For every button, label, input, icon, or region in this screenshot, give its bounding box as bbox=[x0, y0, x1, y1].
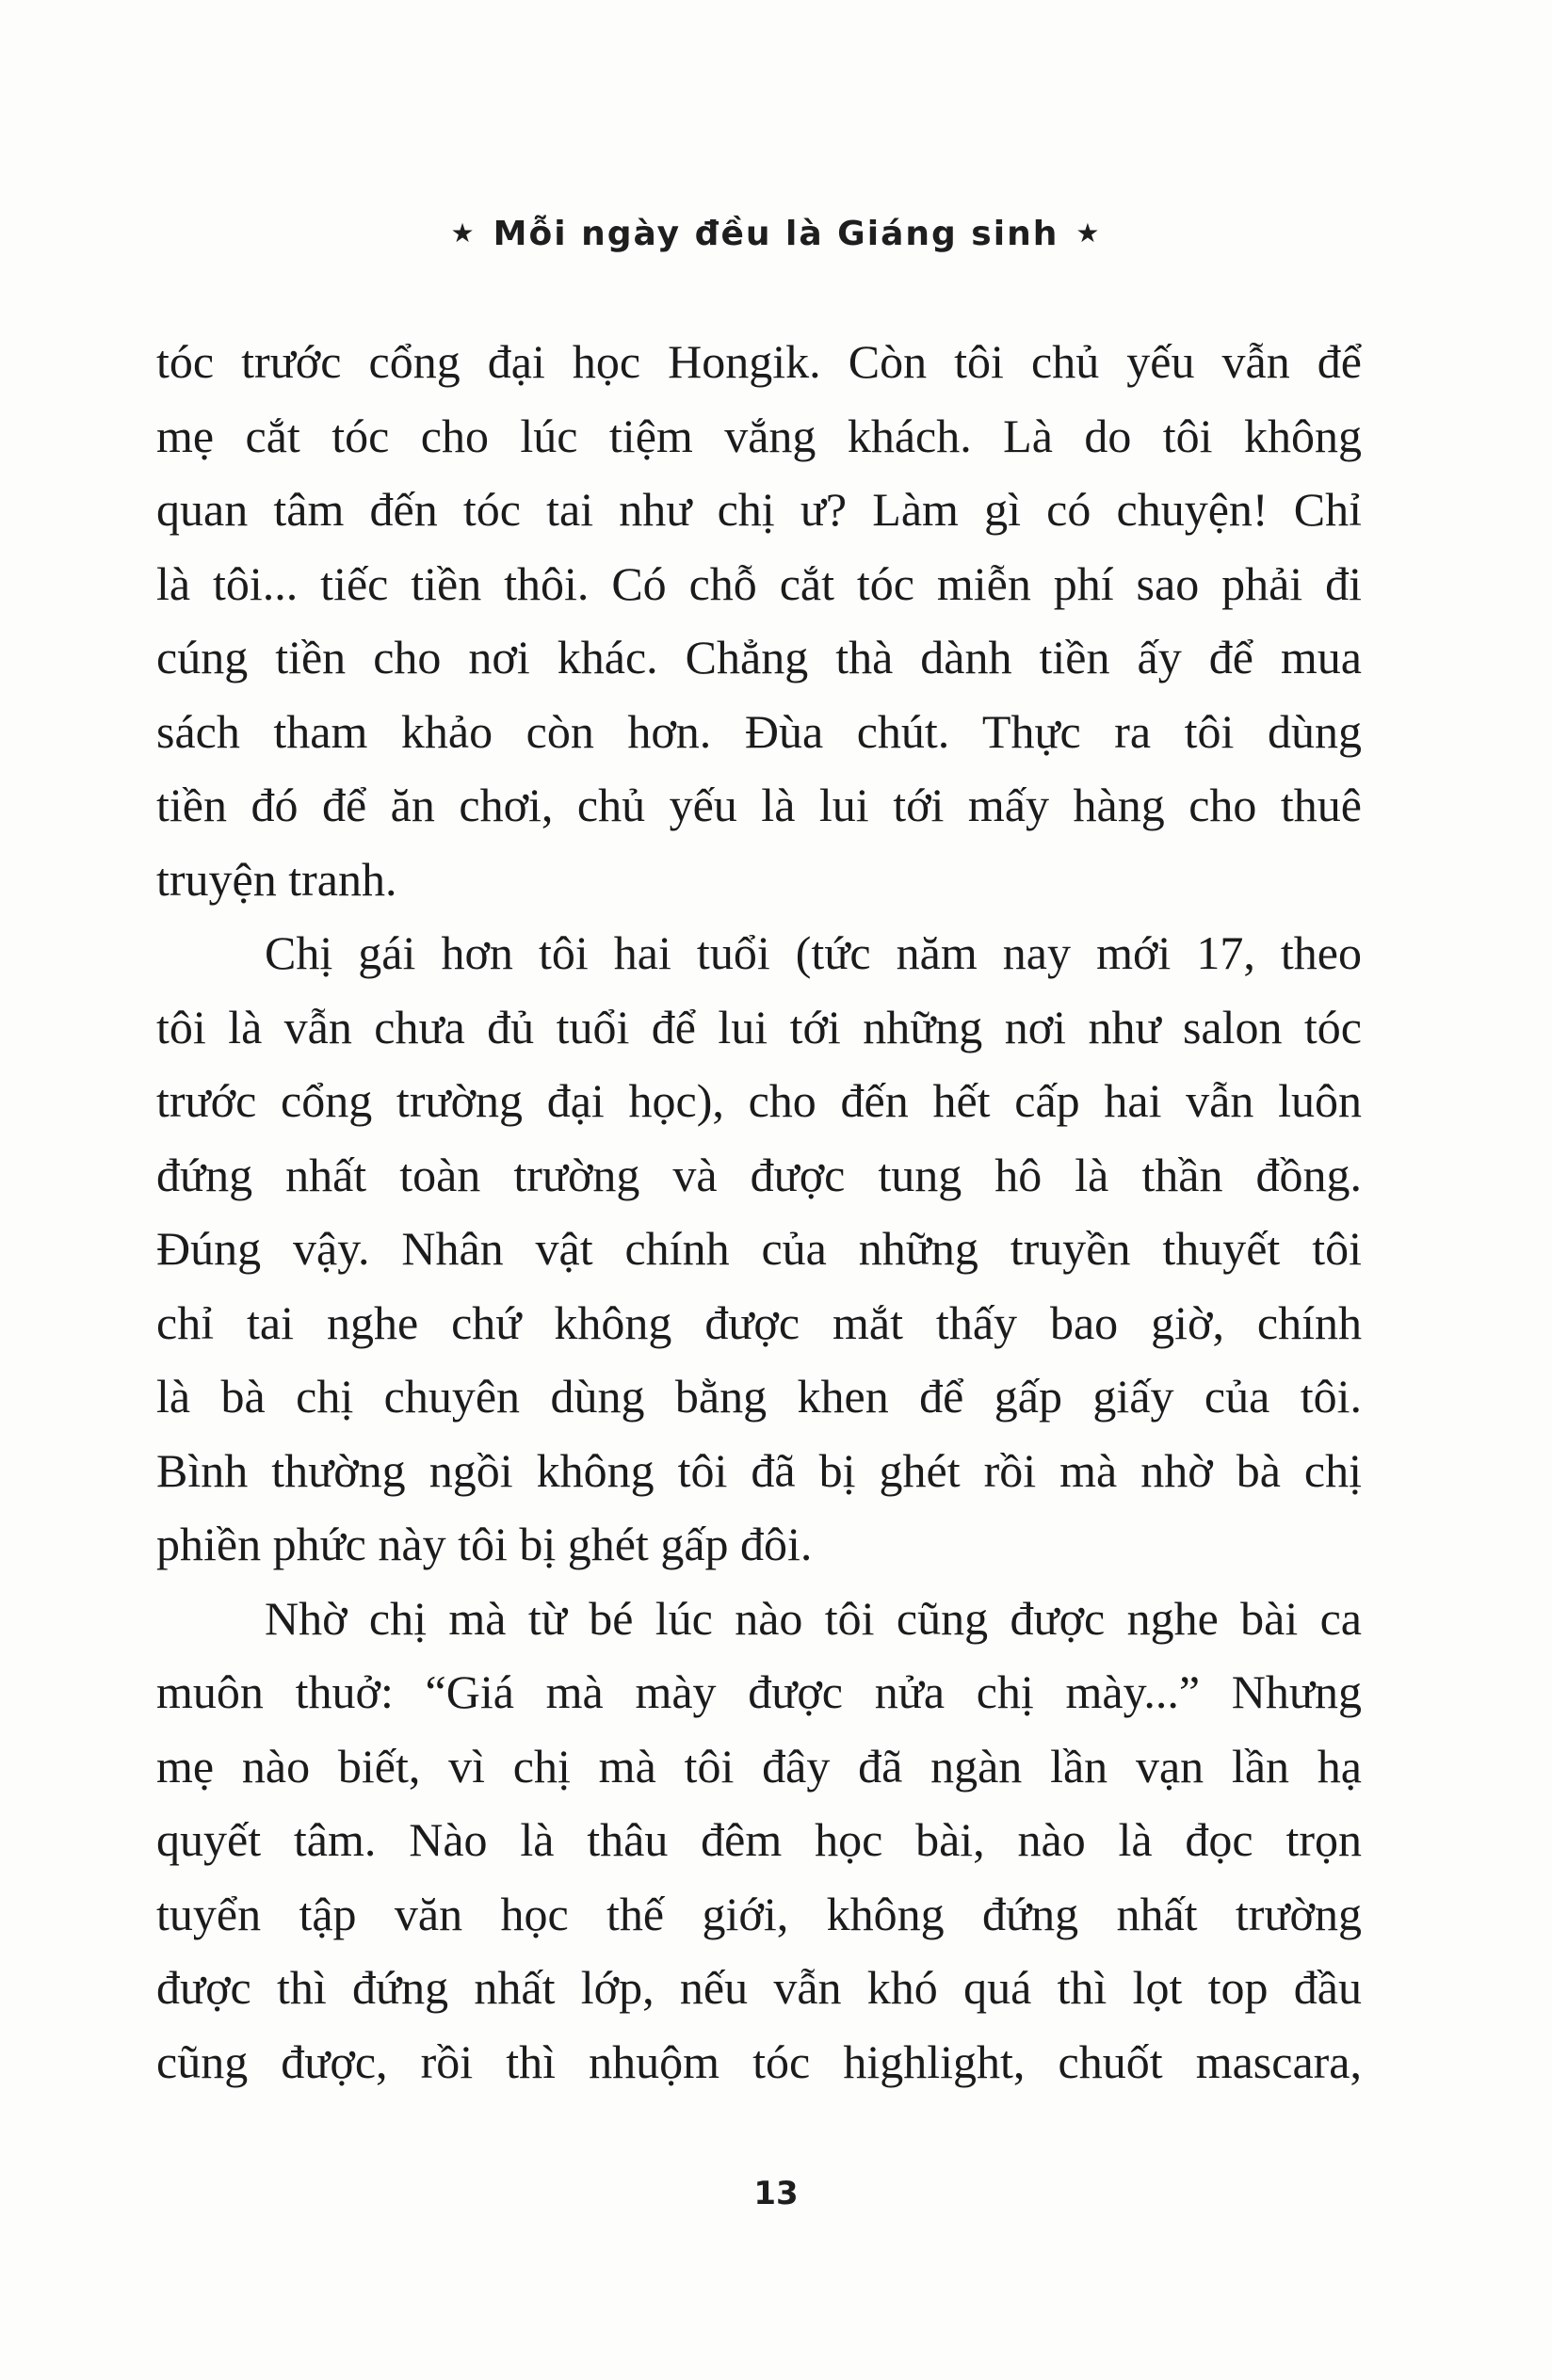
book-title: Mỗi ngày đều là Giáng sinh bbox=[493, 215, 1059, 253]
text-line: quan tâm đến tóc tai như chị ư? Làm gì có chuyện! Chỉ bbox=[156, 483, 1362, 536]
text-line: được thì đứng nhất lớp, nếu vẫn khó quá thì lọt top đầu bbox=[156, 1961, 1362, 2014]
text-line: tôi là vẫn chưa đủ tuổi để lui tới những nơi như salon tóc bbox=[156, 1000, 1362, 1053]
text-line: chỉ tai nghe chứ không được mắt thấy bao giờ, chính bbox=[156, 1295, 1362, 1349]
star-right-icon: ★ bbox=[1075, 217, 1102, 249]
page-number: 13 bbox=[753, 2175, 799, 2212]
text-line: Nhờ chị mà từ bé lúc nào tôi cũng được nghe bài ca bbox=[265, 1591, 1362, 1645]
text-line: sách tham khảo còn hơn. Đùa chút. Thực ra tôi dùng bbox=[156, 704, 1362, 758]
star-left-icon: ★ bbox=[450, 217, 477, 249]
text-line: tiền đó để ăn chơi, chủ yếu là lui tới mấy hàng cho thuê bbox=[156, 779, 1362, 831]
text-line: tuyển tập văn học thế giới, không đứng nhất trường bbox=[156, 1887, 1362, 1940]
text-line: phiền phức này tôi bị ghét gấp đôi. bbox=[156, 1518, 813, 1570]
text-line: trước cổng trường đại học), cho đến hết cấp hai vẫn luôn bbox=[156, 1074, 1362, 1127]
text-line: mẹ nào biết, vì chị mà tôi đây đã ngàn lần vạn lần hạ bbox=[156, 1739, 1362, 1793]
text-line: mẹ cắt tóc cho lúc tiệm vắng khách. Là do tôi không bbox=[156, 409, 1362, 462]
text-line: là bà chị chuyên dùng bằng khen để gấp giấy của tôi. bbox=[156, 1370, 1362, 1423]
text-line: muôn thuở: “Giá mà mày được nửa chị mày...” Nhưng bbox=[156, 1665, 1362, 1718]
text-line: truyện tranh. bbox=[156, 852, 397, 906]
text-line: cũng được, rồi thì nhuộm tóc highlight, chuốt mascara, bbox=[156, 2034, 1362, 2088]
text-line: đứng nhất toàn trường và được tung hô là thần đồng. bbox=[156, 1148, 1362, 1201]
text-line: cúng tiền cho nơi khác. Chẳng thà dành tiền ấy để mua bbox=[156, 631, 1362, 683]
running-header bbox=[0, 215, 1552, 253]
body-text bbox=[156, 325, 1362, 2099]
text-line: là tôi... tiếc tiền thôi. Có chỗ cắt tóc miễn phí sao phải đi bbox=[156, 556, 1362, 610]
text-line: tóc trước cổng đại học Hongik. Còn tôi chủ yếu vẫn để bbox=[156, 335, 1362, 388]
text-line: Đúng vậy. Nhân vật chính của những truyền thuyết tôi bbox=[156, 1222, 1362, 1275]
text-line: Bình thường ngồi không tôi đã bị ghét rồi mà nhờ bà chị bbox=[156, 1443, 1362, 1497]
text-line: Chị gái hơn tôi hai tuổi (tức năm nay mới 17, theo bbox=[265, 926, 1362, 979]
text-line: quyết tâm. Nào là thâu đêm học bài, nào là đọc trọn bbox=[156, 1813, 1362, 1866]
